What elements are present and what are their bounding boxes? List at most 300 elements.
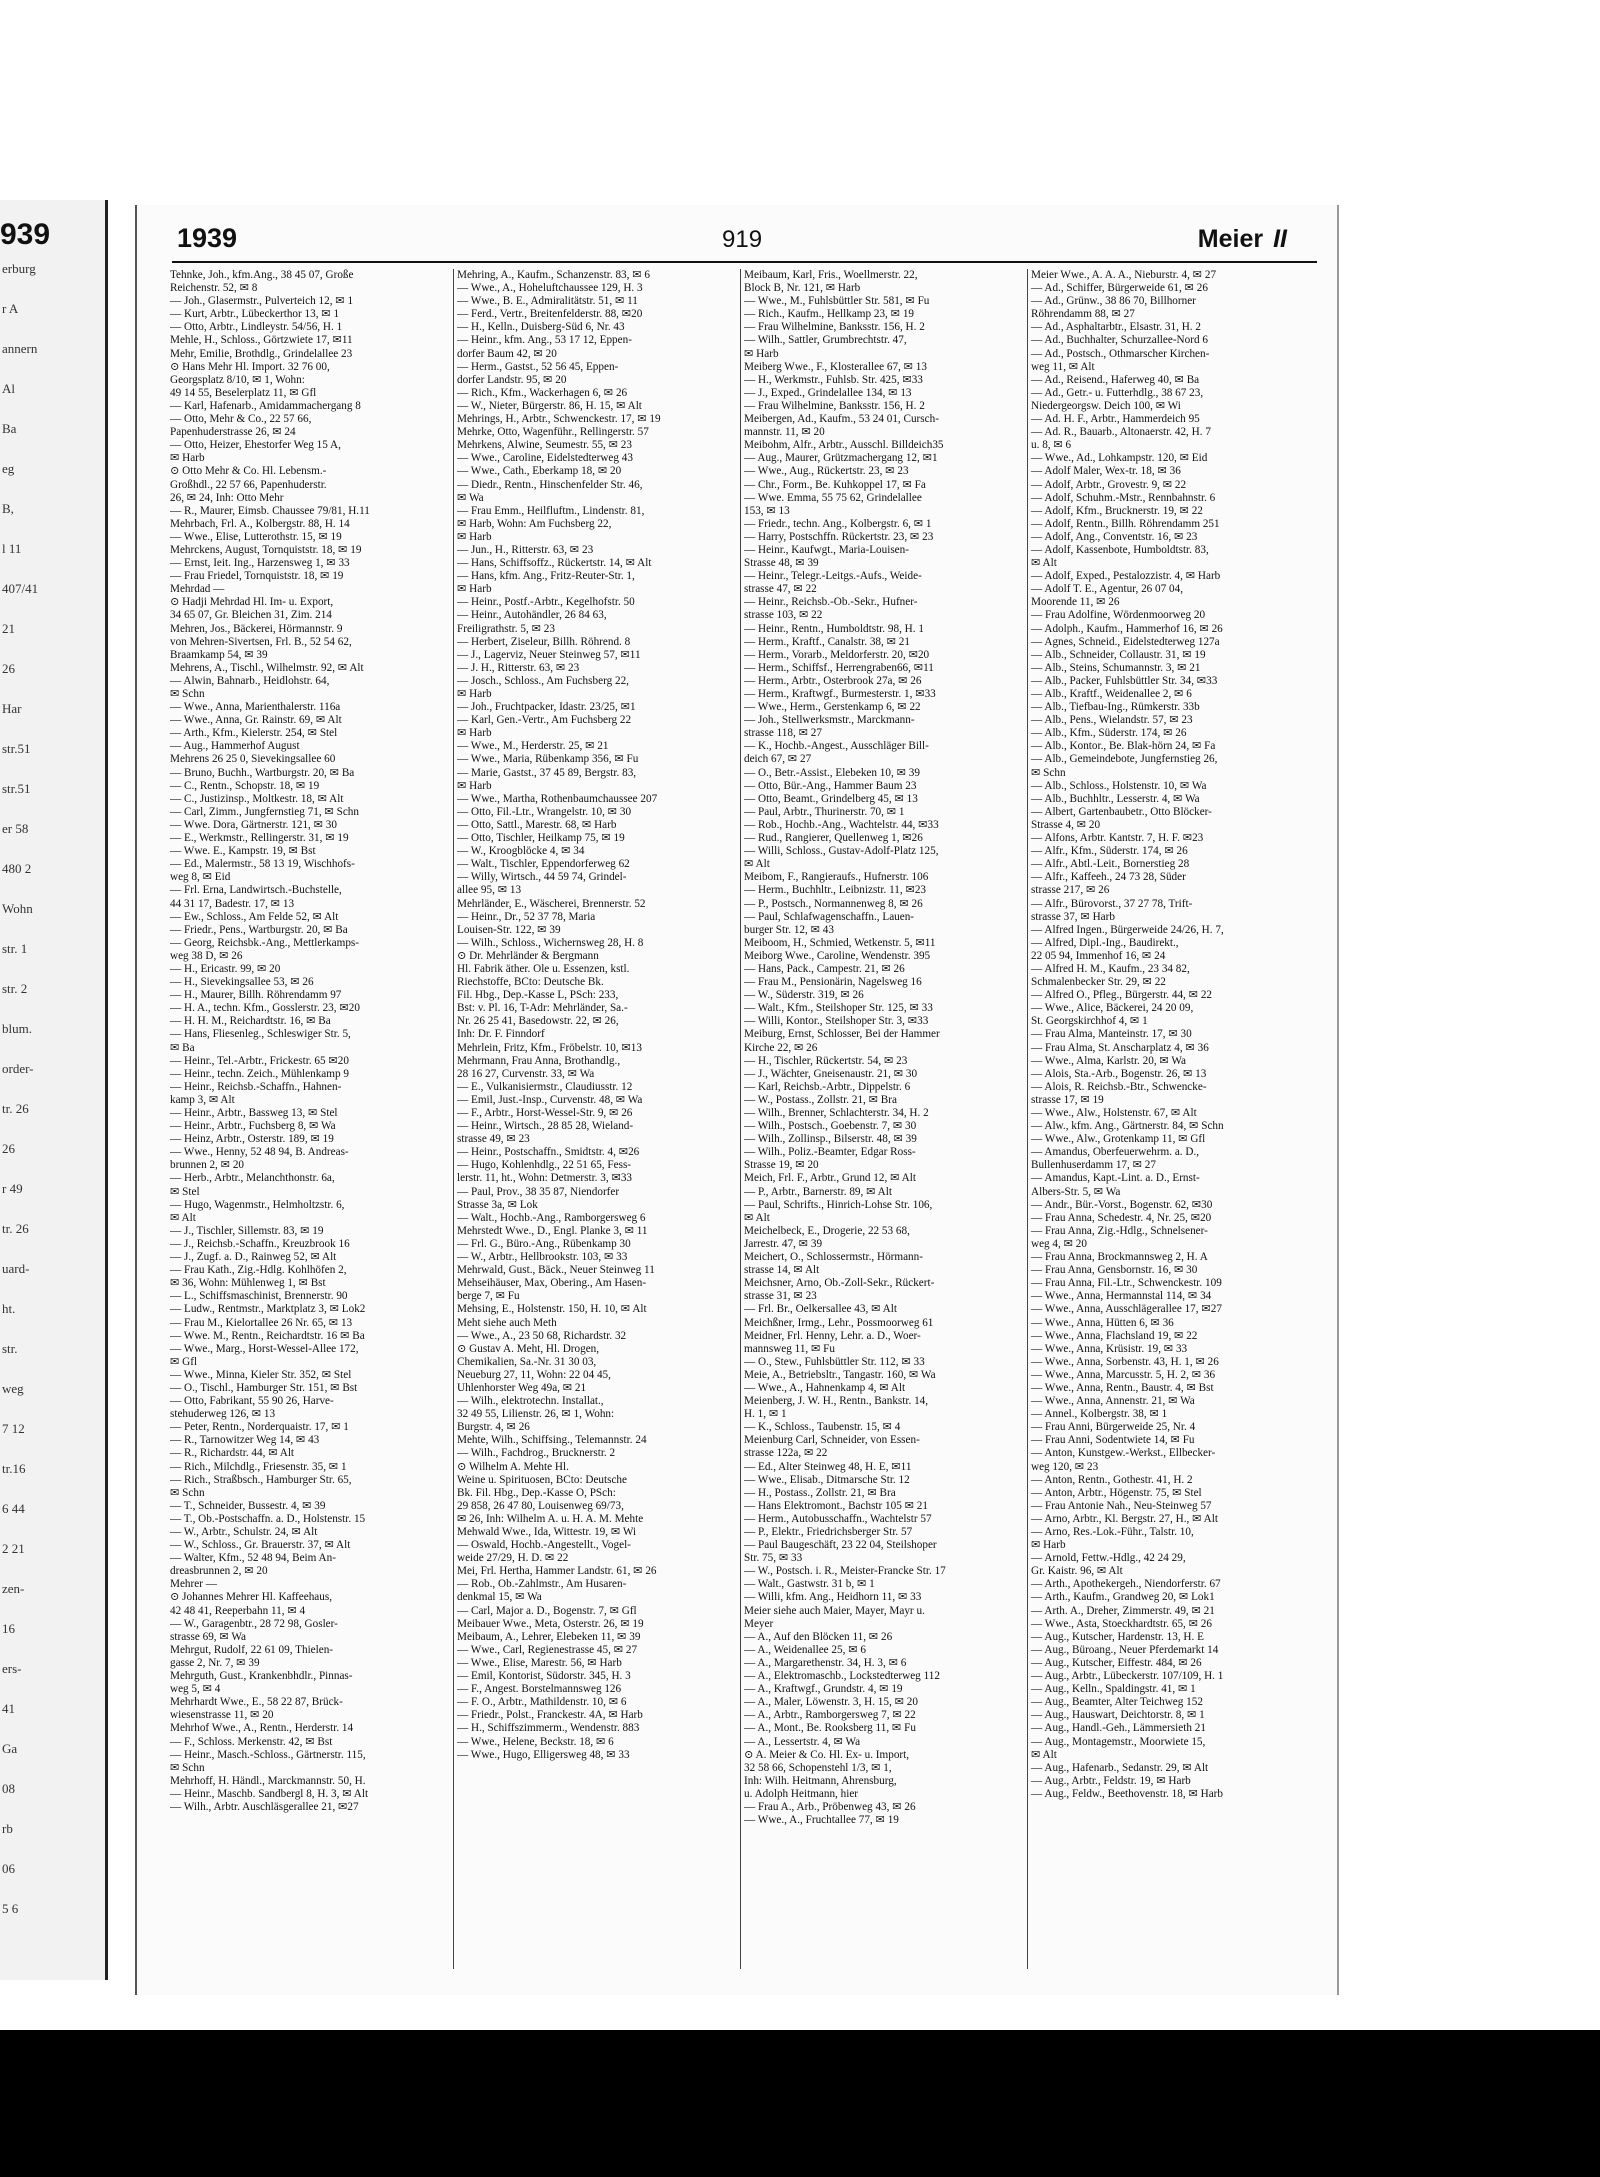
previous-page-fragment: 7 12 [2,1421,25,1436]
directory-entry: Riechstoffe, BCto: Deutsche Bk. [457,976,604,989]
directory-entry: — Arth., Apothekergeh., Niendorferstr. 67 [1031,1578,1221,1591]
directory-entry: — J. H., Ritterstr. 63, ✉ 23 [457,661,580,674]
directory-entry: ✉ Gfl [170,1355,198,1368]
directory-entry: 22 05 94, Immenhof 16, ✉ 24 [1031,949,1166,962]
directory-entry: — E., Vulkanisiermstr., Claudiusstr. 12 [457,1080,633,1093]
directory-entry: — Wwe., Martha, Rothenbaumchaussee 207 [457,792,658,805]
previous-page-fragment: Har [2,701,22,716]
directory-entry: ✉ Ba [170,1041,195,1054]
directory-entry: — Herm., Gastst., 52 56 45, Eppen- [457,360,619,373]
previous-page-fragment: r 49 [2,1181,23,1196]
directory-entry: — Rob., Ob.-Zahlmstr., Am Husaren- [457,1578,627,1591]
directory-entry: mannsweg 11, ✉ Fu [744,1342,835,1355]
directory-entry: ✉ Schn [170,1761,205,1774]
directory-entry: Röhrendamm 88, ✉ 27 [1031,308,1135,321]
directory-entry: Schmalenbecker Str. 29, ✉ 22 [1031,976,1166,989]
directory-entry: — Heinr., Maschb. Sandbergl 8, H. 3, ✉ Alt [170,1787,369,1800]
directory-entry: — Willi, kfm. Ang., Heidhorn 11, ✉ 33 [744,1591,922,1604]
directory-entry: — A., Arbtr., Ramborgersweg 7, ✉ 22 [744,1709,916,1722]
directory-entry: — Aug., Handl.-Geh., Lämmersieth 21 [1031,1722,1206,1735]
directory-entry: — Ad., Asphaltarbtr., Elsastr. 31, H. 2 [1031,321,1201,334]
directory-entry: — Ed., Alter Steinweg 48, H. E, ✉11 [744,1460,912,1473]
directory-entry: — Wwe., Asta, Stoeckhardtstr. 65, ✉ 26 [1031,1617,1212,1630]
directory-entry: — W., Garagenbtr., 28 72 98, Gosler- [170,1617,338,1630]
directory-entry: — Adolf Maler, Wex-tr. 18, ✉ 36 [1031,465,1181,478]
directory-entry: — Amandus, Kapt.-Lint. a. D., Ernst- [1031,1172,1200,1185]
directory-entry: strasse 217, ✉ 26 [1031,884,1110,897]
directory-entry: — Ad. H. F., Arbtr., Hammerdeich 95 [1031,413,1200,426]
directory-entry: strasse 31, ✉ 23 [744,1290,817,1303]
directory-entry: strasse 118, ✉ 27 [744,727,822,740]
directory-entry: — Annel., Kolbergstr. 38, ✉ 1 [1031,1408,1168,1421]
previous-page-fragment: blum. [2,1021,32,1036]
directory-entry: weg 8, ✉ Eid [170,871,231,884]
directory-entry: — Heinr., Dr., 52 37 78, Maria [457,910,596,923]
directory-entry: — Wwe., M., Fuhlsbüttler Str. 581, ✉ Fu [744,295,930,308]
directory-entry: — E., Werkmstr., Rellingerstr. 31, ✉ 19 [170,832,349,845]
directory-entry: — Alb., Kontor., Be. Blak-hörn 24, ✉ Fa [1031,740,1216,753]
directory-entry: — Paul, Schlafwagenschaffn., Lauen- [744,910,915,923]
directory-entry: Niedergeorgsw. Deich 100, ✉ Wi [1031,399,1181,412]
directory-entry: ✉ Alt [170,1211,196,1224]
directory-entry: — A., Lessertstr. 4, ✉ Wa [744,1735,861,1748]
directory-entry: — Anton, Arbtr., Högenstr. 75, ✉ Stel [1031,1486,1202,1499]
directory-entry: — Oswald, Hochb.-Angestellt., Vogel- [457,1539,631,1552]
directory-entry: — Herm., Autobusschaffn., Wachtelstr 57 [744,1512,932,1525]
directory-entry: — J., Exped., Grindelallee 134, ✉ 13 [744,386,912,399]
directory-entry: — Wwe., Elisab., Ditmarsche Str. 12 [744,1473,910,1486]
directory-entry: Meiborg Wwe., Caroline, Wendenstr. 395 [744,949,931,962]
directory-entry: — Jun., H., Ritterstr. 63, ✉ 23 [457,543,594,556]
directory-entry: — Friedr., techn. Ang., Kolbergstr. 6, ✉ 1 [744,517,932,530]
header-year: 1939 [177,223,238,253]
directory-entry: — A., Maler, Löwenstr. 3, H. 15, ✉ 20 [744,1696,918,1709]
directory-entry: Moorende 11, ✉ 26 [1031,596,1120,609]
directory-entry: — Diedr., Rentn., Hinschenfelder Str. 46, [457,478,643,491]
directory-entry: — J., Wächter, Gneisenaustr. 21, ✉ 30 [744,1067,918,1080]
directory-entry: — Wwe., Helene, Beckstr. 18, ✉ 6 [457,1735,614,1748]
directory-entry: Mehrhoff, H. Händl., Marckmannstr. 50, H. [170,1774,366,1787]
directory-entry: — Aug., Kutscher, Hardenstr. 13, H. E [1031,1630,1204,1643]
directory-entry: — Arno, Arbtr., Kl. Bergstr. 27, H., ✉ Alt [1031,1512,1218,1525]
directory-entry: — Wwe., Carl, Regienestrasse 45, ✉ 27 [457,1643,638,1656]
directory-entry: — Willi, Kontor., Steilshoper Str. 3, ✉33 [744,1015,929,1028]
directory-entry: — J., Reichsb.-Schaffn., Kreuzbrook 16 [170,1237,350,1250]
directory-entry: — Otto, Mehr & Co., 22 57 66, [170,413,312,426]
directory-entry: — Wwe., Caroline, Eidelstedterweg 43 [457,452,633,465]
directory-entry: — Aug., Montagemstr., Moorwiete 15, [1031,1735,1206,1748]
directory-entry: weg 11, ✉ Alt [1031,360,1095,373]
volume-number: II [1273,225,1287,253]
directory-page [135,205,1339,1995]
directory-entry: dorfer Landstr. 95, ✉ 20 [457,373,567,386]
previous-page-fragment: er 58 [2,821,29,836]
previous-page-fragment: order- [2,1061,34,1076]
directory-entry: — Heinr., Arbtr., Fuchsberg 8, ✉ Wa [170,1120,336,1133]
directory-entry: Meier Wwe., A. A. A., Nieburstr. 4, ✉ 27 [1031,269,1217,281]
directory-entry: — F., Schloss. Merkenstr. 42, ✉ Bst [170,1735,333,1748]
directory-entry: Str. 75, ✉ 33 [744,1552,803,1565]
directory-entry: strasse 17, ✉ 19 [1031,1093,1104,1106]
directory-entry: Meyer [744,1617,774,1630]
previous-page-year: 939 [0,218,51,251]
directory-entry: — Arno, Res.-Lok.-Führ., Talstr. 10, [1031,1526,1194,1538]
directory-entry: — Carl, Zimm., Jungfernstieg 71, ✉ Schn [170,805,359,818]
previous-page-fragment: 480 2 [2,861,32,876]
directory-entry: — Heinr., Autohändler, 26 84 63, [457,609,607,622]
directory-entry: — Frau Anna, Fil.-Ltr., Schwenckestr. 109 [1031,1277,1222,1290]
previous-page-fragment: r A [2,301,19,316]
directory-entry: — Otto, Fil.-Ltr., Wrangelstr. 10, ✉ 30 [457,805,632,818]
previous-page-fragment: 26 [2,661,15,676]
directory-entry: — W., Arbtr., Hellbrookstr. 103, ✉ 33 [457,1251,628,1264]
directory-entry: ✉ Stel [170,1185,200,1198]
directory-entry: burger Str. 12, ✉ 43 [744,923,834,936]
previous-page-fragment: ht. [2,1301,16,1316]
directory-entry: — Adolf, Schuhm.-Mstr., Rennbahnstr. 6 [1031,491,1216,504]
directory-entry: — Adolf T. E., Agentur, 26 07 04, [1031,583,1184,596]
page-header [177,223,1327,257]
directory-entry: — Wwe. Dora, Gärtnerstr. 121, ✉ 30 [170,818,337,831]
directory-entry: — Heinr., Wirtsch., 28 85 28, Wieland- [457,1120,634,1133]
directory-entry: — A., Elektromaschb., Lockstedterweg 112 [744,1670,940,1683]
directory-entry: — Wwe. Emma, 55 75 62, Grindelallee [744,491,922,504]
directory-entry: Meidner, Frl. Henny, Lehr. a. D., Woer- [744,1329,921,1342]
directory-entry: — Anton, Kunstgew.-Werkst., Ellbecker- [1031,1447,1216,1460]
directory-entry: — H. H. M., Reichardtstr. 16, ✉ Ba [170,1015,331,1028]
directory-entry: — Joh., Stellwerksmstr., Marckmann- [744,714,915,727]
directory-entry: ✉ 36, Wohn: Mühlenweg 1, ✉ Bst [170,1277,326,1290]
directory-entry: — Arth., Kaufm., Grandweg 20, ✉ Lok1 [1031,1591,1215,1604]
directory-entry: — Frau Anna, Zig.-Hdlg., Schnelsener- [1031,1224,1208,1237]
directory-entry: — Alfred, Dipl.-Ing., Baudirekt., [1031,936,1179,949]
directory-entry: Mehte, Wilh., Schiffsing., Telemannstr. 24 [457,1434,647,1447]
directory-entry: — Wwe., A., Fruchtallee 77, ✉ 19 [744,1814,899,1827]
directory-entry: — Wwe., Anna, Rentn., Baustr. 4, ✉ Bst [1031,1381,1214,1394]
previous-page-fragment: rb [2,1821,13,1836]
directory-entry: — Alwin, Bahnarb., Heidlohstr. 64, [170,674,330,687]
directory-entry: — Heinr., kfm. Ang., 53 17 12, Eppen- [457,334,632,347]
directory-entry: — Herm., Kraftf., Canalstr. 38, ✉ 21 [744,635,910,648]
directory-entry: — W., Nieter, Bürgerstr. 86, H. 15, ✉ Alt [457,399,642,412]
previous-page-fragment: tr.16 [2,1461,26,1476]
previous-page-fragment: uard- [2,1261,30,1276]
directory-entry: 44 31 17, Badestr. 17, ✉ 13 [170,897,295,910]
directory-entry: — Alb., Steins, Schumannstr. 3, ✉ 21 [1031,661,1201,674]
directory-entry: — Wwe., Aug., Rückertstr. 23, ✉ 23 [744,465,909,478]
directory-entry: — P., Arbtr., Barnerstr. 89, ✉ Alt [744,1185,892,1198]
directory-entry: Mehrmann, Frau Anna, Brothandlg., [457,1054,621,1067]
directory-entry: — Ernst, Ieit. Ing., Harzensweg 1, ✉ 33 [170,557,350,570]
directory-entry: Mehrländer, E., Wäscherei, Brennerstr. 52 [457,897,646,910]
directory-entry: — Emil, Kontorist, Südorstr. 345, H. 3 [457,1670,631,1683]
directory-entry: ✉ Schn [1031,766,1066,779]
directory-entry: — Frl. G., Büro.-Ang., Rübenkamp 30 [457,1237,631,1250]
directory-entry: — Alfons, Arbtr. Kantstr. 7, H. F. ✉23 [1031,832,1204,845]
directory-entry: ✉ Harb [457,530,492,543]
directory-entry: Mehrdad — [170,583,225,596]
directory-entry: St. Georgskirchhof 4, ✉ 1 [1031,1015,1148,1028]
directory-entry: — Heinr., Kaufwgt., Maria-Louisen- [744,543,909,556]
directory-entry: gasse 2, Nr. 7, ✉ 39 [170,1656,260,1669]
directory-entry: Chemikalien, Sa.-Nr. 31 30 03, [457,1355,597,1368]
directory-entry: — W., Schloss., Gr. Brauerstr. 37, ✉ Alt [170,1539,351,1552]
directory-entry: — Aug., Feldw., Beethovenstr. 18, ✉ Harb [1031,1787,1223,1800]
previous-page-fragment: l 11 [2,541,22,556]
directory-entry: — Alb., Kfm., Süderstr. 174, ✉ 26 [1031,727,1187,740]
directory-entry: strasse 47, ✉ 22 [744,583,817,596]
directory-entry: — Friedr., Polst., Franckestr. 4A, ✉ Harb [457,1709,643,1722]
directory-entry: — Frau Alma, St. Anscharplatz 4, ✉ 36 [1031,1041,1209,1054]
directory-entry: ⊙ Dr. Mehrländer & Bergmann [457,949,599,962]
directory-entry: — Harry, Postschffn. Rückertstr. 23, ✉ 23 [744,530,934,543]
directory-entry: Mehrke, Otto, Wagenführ., Rellingerstr. 57 [457,426,649,439]
directory-entry: — Adolf, Kassenbote, Humboldtstr. 83, [1031,543,1209,556]
directory-entry: — Heinr., Rentn., Humboldtstr. 98, H. 1 [744,622,924,635]
directory-entry: — Ad. R., Bauarb., Altonaerstr. 42, H. 7 [1031,426,1211,439]
directory-entry: — Aug., Maurer, Grützmachergang 12, ✉1 [744,452,938,465]
directory-entry: — Wilh., Postsch., Goebenstr. 7, ✉ 30 [744,1120,917,1133]
directory-entry: — Alb., Kraftf., Weidenallee 2, ✉ 6 [1031,688,1192,700]
directory-entry: — Alfred H. M., Kaufm., 23 34 82, [1031,962,1190,975]
previous-page-fragment: Ba [2,421,17,436]
directory-entry: — Rob., Hochb.-Ang., Wachtelstr. 44, ✉33 [744,818,939,831]
directory-entry: allee 95, ✉ 13 [457,884,522,897]
previous-page-fragment: 06 [2,1861,15,1876]
directory-entry: — Hans, Schiffsoffz., Rückertstr. 14, ✉ Alt [457,557,652,570]
directory-entry: — Alb., Schloss., Holstenstr. 10, ✉ Wa [1031,779,1207,792]
directory-entry: strasse 103, ✉ 22 [744,609,823,622]
directory-entry: Meibaum, Karl, Fris., Woellmerstr. 22, [744,269,918,281]
directory-entry: ✉ Harb [1031,1539,1066,1552]
directory-entry: Strasse 48, ✉ 39 [744,557,819,570]
directory-entry: — Rud., Rangierer, Quellenweg 1, ✉26 [744,832,923,845]
directory-entry: — Arth. A., Dreher, Zimmerstr. 49, ✉ 21 [1031,1604,1215,1617]
directory-entry: Braamkamp 54, ✉ 39 [170,648,268,661]
directory-entry: — Paul, Schrifts., Hinrich-Lohse Str. 106, [744,1198,933,1211]
directory-entry: Mehrbach, Frl. A., Kolbergstr. 88, H. 14 [170,517,350,530]
directory-entry: — Ed., Malermstr., 58 13 19, Wischhofs- [170,858,355,871]
directory-entry: Mehseihäuser, Max, Obering., Am Hasen- [457,1277,647,1290]
directory-entry: — H., Tischler, Rückertstr. 54, ✉ 23 [744,1054,908,1067]
directory-entry: — Wwe., Alma, Karlstr. 20, ✉ Wa [1031,1054,1187,1067]
header-rule [172,261,1317,263]
directory-entry: Georgsplatz 8/10, ✉ 1, Wohn: [170,373,305,386]
directory-entry: — Wilh., Brenner, Schlachterstr. 34, H. 2 [744,1107,929,1119]
directory-entry: — Paul, Arbtr., Thurinerstr. 70, ✉ 1 [744,805,905,818]
directory-entry: wiesenstrasse 11, ✉ 20 [170,1709,274,1722]
directory-entry: — Herb., Arbtr., Melanchthonstr. 6a, [170,1172,335,1185]
directory-entry: — Heinr., techn. Zeich., Mühlenkamp 9 [170,1067,349,1080]
directory-entry: ⊙ Gustav A. Meht, Hl. Drogen, [457,1342,600,1355]
directory-entry: Mehrwald, Gust., Bäck., Neuer Steinweg 11 [457,1264,655,1277]
directory-entry: Meichsner, Arno, Ob.-Zoll-Sekr., Rückert- [744,1277,935,1290]
directory-entry: — Wwe., A., Hoheluftchaussee 129, H. 3 [457,282,643,295]
directory-entry: — C., Justizinsp., Moltkestr. 18, ✉ Alt [170,792,344,805]
directory-entry: — Wwe., Elise, Lutterothstr. 15, ✉ 19 [170,530,342,543]
directory-entry: 28 16 27, Curvenstr. 33, ✉ Wa [457,1067,595,1080]
previous-page-fragment: B, [2,501,14,516]
directory-entry: — Alfr., Kaffeeh., 24 73 28, Süder [1031,871,1186,884]
directory-entry: Bk. Fil. Hbg., Dep.-Kasse O, PSch: [457,1486,616,1499]
directory-entry: — H., Postass., Zollstr. 21, ✉ Bra [744,1486,896,1499]
directory-entry: Hl. Fabrik äther. Ole u. Essenzen, kstl. [457,962,630,975]
directory-entry: — Friedr., Pens., Wartburgstr. 20, ✉ Ba [170,923,348,936]
directory-entry: — Arth., Kfm., Kielerstr. 254, ✉ Stel [170,727,338,740]
previous-page-fragment: str.51 [2,741,31,756]
directory-entry: ⊙ Johannes Mehrer Hl. Kaffeehaus, [170,1591,333,1604]
column-3 [741,269,1028,1969]
directory-entry: — Hans, Fliesenleg., Schleswiger Str. 5, [170,1028,351,1041]
directory-entry: dorfer Baum 42, ✉ 20 [457,347,557,360]
directory-entry: — Agnes, Schneid., Eidelstedterweg 127a [1031,635,1220,648]
directory-entry: 42 48 41, Reeperbahn 11, ✉ 4 [170,1604,306,1617]
directory-entry: Mehle, H., Schloss., Görtzwiete 17, ✉11 [170,334,353,347]
directory-entry: u. 8, ✉ 6 [1031,439,1072,452]
directory-entry: — Hans, Pack., Campestr. 21, ✉ 26 [744,962,905,975]
directory-entry: — Rich., Kaufm., Hellkamp 23, ✉ 19 [744,308,915,321]
directory-entry: — Wwe., Anna, Flachsland 19, ✉ 22 [1031,1329,1198,1342]
directory-entry: — Herm., Kraftwgf., Burmesterstr. 1, ✉33 [744,688,936,700]
previous-page-fragment: 407/41 [2,581,39,596]
directory-entry: — F., Arbtr., Horst-Wessel-Str. 9, ✉ 26 [457,1107,633,1119]
directory-entry: ✉ Harb, Wohn: Am Fuchsberg 22, [457,517,612,530]
directory-entry: ⊙ Wilhelm A. Mehte Hl. [457,1460,569,1473]
directory-entry: brunnen 2, ✉ 20 [170,1159,245,1172]
directory-entry: — Frau Kath., Zig.-Hdlg. Kohlhöfen 2, [170,1264,347,1277]
directory-entry: — Ferd., Vertr., Breitenfelderstr. 88, ✉20 [457,308,643,321]
directory-entry: ⊙ Hans Mehr Hl. Import. 32 76 00, [170,360,330,373]
directory-entry: — J., Tischler, Sillemstr. 83, ✉ 19 [170,1224,324,1237]
previous-page-fragment: Al [2,381,15,396]
directory-entry: Inh: Dr. F. Finndorf [457,1028,545,1041]
directory-entry: deich 67, ✉ 27 [744,753,812,766]
directory-entry: — Ad., Grünw., 38 86 70, Billhorner [1031,295,1196,308]
directory-entry: ✉ Alt [1031,1748,1057,1761]
directory-entry: Albers-Str. 5, ✉ Wa [1031,1185,1121,1198]
directory-entry: — Frau Wilhelmine, Banksstr. 156, H. 2 [744,399,925,412]
directory-entry: — Alb., Pens., Wielandstr. 57, ✉ 23 [1031,714,1193,727]
previous-page-fragment: 21 [2,621,15,636]
directory-entry: — A., Mont., Be. Rooksberg 11, ✉ Fu [744,1722,916,1735]
directory-entry: — Heinr., Tel.-Arbtr., Frickestr. 65 ✉20 [170,1054,349,1067]
directory-entry: — Frau Emm., Heilfluftm., Lindenstr. 81, [457,504,645,517]
directory-entry: Mei, Frl. Hertha, Hammer Landstr. 61, ✉ 26 [457,1565,657,1578]
directory-entry: — Aug., Kutscher, Eiffestr. 484, ✉ 26 [1031,1656,1202,1669]
directory-entry: lerstr. 11, ht., Wohn: Detmerstr. 3, ✉33 [457,1172,633,1185]
directory-entry: — Carl, Major a. D., Bogenstr. 7, ✉ Gfl [457,1604,637,1617]
directory-entry: — Arnold, Fettw.-Hdlg., 42 24 29, [1031,1552,1186,1565]
directory-entry: Louisen-Str. 122, ✉ 39 [457,923,561,936]
directory-entry: — Frau Anni, Sodentwiete 14, ✉ Fu [1031,1434,1195,1447]
directory-entry: — Frl. Br., Oelkersallee 43, ✉ Alt [744,1303,897,1316]
directory-entry: Bst: v. Pl. 16, T-Adr: Mehrländer, Sa.- [457,1002,628,1015]
directory-entry: ✉ 26, Inh: Wilhelm A. u. H. A. M. Mehte [457,1512,644,1525]
directory-entry: Meibom, F., Rangieraufs., Hufnerstr. 106 [744,871,929,884]
directory-entry: — Ad., Postsch., Othmarscher Kirchen- [1031,347,1210,360]
directory-entry: — W., Kroogblöcke 4, ✉ 34 [457,845,585,858]
directory-entry: strasse 69, ✉ Wa [170,1630,247,1643]
directory-entry: Großhdl., 22 57 66, Papenhuderstr. [170,478,327,491]
directory-entry: — Herm., Arbtr., Osterbrook 27a, ✉ 26 [744,674,922,687]
directory-entry: ✉ Schn [170,1486,205,1499]
directory-entry: ⊙ Otto Mehr & Co. Hl. Lebensm.- [170,465,327,478]
directory-entry: — Karl, Gen.-Vertr., Am Fuchsberg 22 [457,714,632,727]
directory-entry: Meienburg Carl, Schneider, von Essen- [744,1434,920,1447]
directory-entry: Block B, Nr. 121, ✉ Harb [744,282,861,295]
previous-page-fragment: 6 44 [2,1501,25,1516]
directory-entry: ✉ Harb [170,452,205,465]
previous-page-fragment: Wohn [2,901,33,916]
column-4 [1028,269,1315,1969]
directory-entry: — Adolf, Ang., Conventstr. 16, ✉ 23 [1031,530,1198,543]
directory-entry: — Ad., Reisend., Haferweg 40, ✉ Ba [1031,373,1200,386]
directory-entry: — Bruno, Buchh., Wartburgstr. 20, ✉ Ba [170,766,355,779]
directory-entry: — Aug., Arbtr., Lübeckerstr. 107/109, H. 1 [1031,1670,1224,1683]
directory-entry: — Heinr., Postschaffn., Smidtstr. 4, ✉26 [457,1146,640,1159]
directory-entry: — Rich., Straßbsch., Hamburger Str. 65, [170,1473,352,1486]
previous-page-fragment: 2 21 [2,1541,25,1556]
directory-entry: — Wwe. E., Kampstr. 19, ✉ Bst [170,845,316,858]
directory-entry: — R., Tarnowitzer Weg 14, ✉ 43 [170,1434,320,1447]
directory-entry: — Heinr., Reichsb.-Ob.-Sekr., Hufner- [744,596,918,609]
directory-entry: — K., Schloss., Taubenstr. 15, ✉ 4 [744,1421,901,1434]
directory-entry: weg 4, ✉ 20 [1031,1237,1087,1250]
directory-entry: — Hugo, Kohlenhdlg., 22 51 65, Fess- [457,1159,632,1172]
previous-page-fragment: ers- [2,1661,22,1676]
directory-entry: Fil. Hbg., Dep.-Kasse L, PSch: 233, [457,989,619,1002]
directory-entry: — Frau Anna, Gensbornstr. 16, ✉ 30 [1031,1264,1198,1277]
directory-entry: — H., Ericastr. 99, ✉ 20 [170,962,281,975]
directory-entry: — Alw., kfm. Ang., Gärtnerstr. 84, ✉ Schn [1031,1120,1224,1133]
directory-entry: — Rich., Kfm., Wackerhagen 6, ✉ 26 [457,386,628,399]
directory-entry: ✉ Harb [457,779,492,792]
column-2 [454,269,741,1969]
directory-entry: Meibauer Wwe., Meta, Osterstr. 26, ✉ 19 [457,1617,644,1630]
directory-entry: — Wwe., Anna, Hermannstal 114, ✉ 34 [1031,1290,1212,1303]
directory-entry: — J., Zugf. a. D., Rainweg 52, ✉ Alt [170,1251,337,1264]
directory-entry: — Heinr., Arbtr., Bassweg 13, ✉ Stel [170,1107,338,1119]
directory-entry: 32 58 66, Schopenstehl 1/3, ✉ 1, [744,1761,892,1774]
directory-entry: — Otto, Arbtr., Lindleystr. 54/56, H. 1 [170,321,343,334]
directory-entry: — Alfred O., Pfleg., Bürgerstr. 44, ✉ 22 [1031,989,1213,1002]
directory-entry: — Walt., Gastwstr. 31 b, ✉ 1 [744,1578,875,1591]
directory-entry: — J., Lagerviz, Neuer Steinweg 57, ✉11 [457,648,641,661]
directory-entry: denkmal 15, ✉ Wa [457,1591,542,1604]
directory-entry: Mehren, Jos., Bäckerei, Hörmannstr. 9 [170,622,343,635]
directory-entry: — Wwe., Anna, Marienthalerstr. 116a [170,701,341,714]
previous-page-fragment: weg [2,1381,24,1396]
directory-entry: — Frau Anna, Brockmannsweg 2, H. A [1031,1251,1208,1264]
directory-entry: — Ad., Schiffer, Bürgerweide 61, ✉ 26 [1031,282,1208,295]
directory-entry: Meht siehe auch Meth [457,1316,557,1329]
directory-entry: ✉ Harb [744,347,779,360]
directory-entry: weg 120, ✉ 23 [1031,1460,1099,1473]
directory-entry: — Albert, Gartenbaubetr., Otto Blöcker- [1031,805,1212,818]
directory-entry: Meichßner, Irmg., Lehr., Possmoorweg 61 [744,1316,934,1329]
directory-entry: — Rich., Milchdlg., Friesenstr. 35, ✉ 1 [170,1460,347,1473]
directory-entry: ✉ Schn [170,688,205,700]
directory-entry: — Wilh., elektrotechn. Installat., [457,1395,604,1408]
directory-entry: — Alfred Ingen., Bürgerweide 24/26, H. 7, [1031,923,1224,936]
directory-entry: — Alb., Tiefbau-Ing., Rümkerstr. 33b [1031,701,1200,714]
directory-entry: — Wwe., Herm., Gerstenkamp 6, ✉ 22 [744,701,921,714]
directory-entry: — H., Kelln., Duisberg-Süd 6, Nr. 43 [457,321,625,334]
directory-entry: — Wwe. M., Rentn., Reichardtstr. 16 ✉ Ba [170,1329,365,1342]
previous-page-fragment: str.51 [2,781,31,796]
directory-entry: — Ad., Getr.- u. Futterhdlg., 38 67 23, [1031,386,1204,399]
directory-entry: — Adolf, Arbtr., Grovestr. 9, ✉ 22 [1031,478,1187,491]
